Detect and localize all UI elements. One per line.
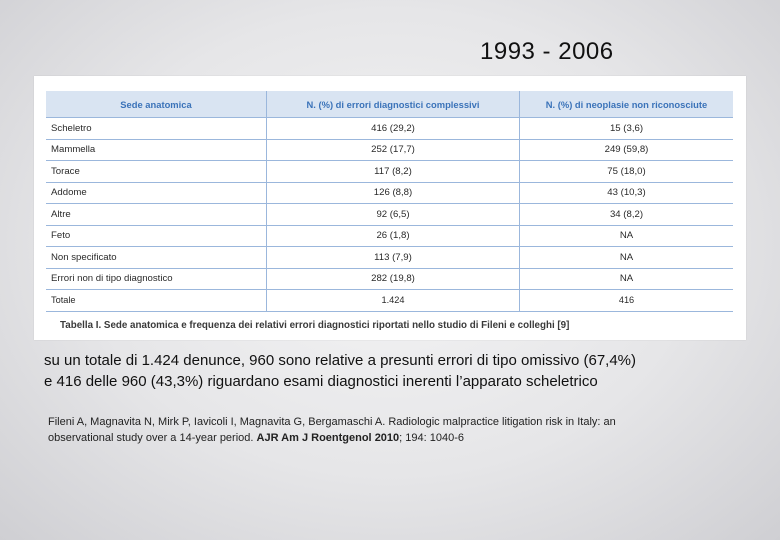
reference-title-cont: observational study over a 14-year period.: [48, 432, 254, 444]
cell-sede: Altre: [46, 204, 267, 226]
cell-neoplasie: 15 (3,6): [520, 118, 734, 140]
reference-journal: AJR Am J Roentgenol: [256, 432, 372, 444]
header-sede: Sede anatomica: [46, 91, 267, 118]
cell-sede: Addome: [46, 182, 267, 204]
cell-sede: Non specificato: [46, 247, 267, 269]
cell-errori: 26 (1,8): [267, 225, 520, 247]
summary-line-1: su un totale di 1.424 denunce, 960 sono relative a presunti errori di tipo omissivo (67,4%): [44, 352, 637, 369]
table-total-row: [46, 290, 733, 312]
cell-errori: 252 (17,7): [267, 139, 520, 161]
header-neoplasie: N. (%) di neoplasie non riconosciute: [520, 91, 734, 118]
table-row: [46, 118, 733, 140]
table-row: [46, 247, 733, 269]
cell-errori: 282 (19,8): [267, 268, 520, 290]
reference-volume: ; 194: 1040-6: [399, 432, 465, 444]
table-row: [46, 182, 733, 204]
cell-neoplasie: 249 (59,8): [520, 139, 734, 161]
table-row: [46, 139, 733, 161]
cell-neoplasie: NA: [520, 225, 734, 247]
cell-errori: 126 (8,8): [267, 182, 520, 204]
reference-line-2: [48, 430, 748, 446]
table-row: [46, 161, 733, 183]
table-caption: Tabella I. Sede anatomica e frequenza dei relativi errori diagnostici riportati nello studio di Fileni e colleghi [9]: [60, 320, 570, 331]
cell-errori: 92 (6,5): [267, 204, 520, 226]
slide-title: 1993 - 2006: [480, 38, 614, 65]
table-figure: [34, 76, 746, 340]
cell-errori: 1.424: [267, 290, 520, 312]
table-row: [46, 268, 733, 290]
cell-errori: 113 (7,9): [267, 247, 520, 269]
table-header-row: [46, 91, 733, 118]
cell-neoplasie: 34 (8,2): [520, 204, 734, 226]
cell-neoplasie: NA: [520, 268, 734, 290]
cell-neoplasie: 43 (10,3): [520, 182, 734, 204]
summary-line-2: e 416 delle 960 (43,3%) riguardano esami diagnostici inerenti l’apparato scheletrico: [44, 373, 598, 390]
cell-neoplasie: 75 (18,0): [520, 161, 734, 183]
cell-sede: Torace: [46, 161, 267, 183]
cell-neoplasie: NA: [520, 247, 734, 269]
table-row: [46, 225, 733, 247]
cell-sede: Totale: [46, 290, 267, 312]
reference-year: 2010: [374, 432, 400, 444]
cell-sede: Feto: [46, 225, 267, 247]
cell-errori: 416 (29,2): [267, 118, 520, 140]
data-table: [46, 91, 733, 312]
cell-errori: 117 (8,2): [267, 161, 520, 183]
cell-sede: Mammella: [46, 139, 267, 161]
reference-citation: [48, 414, 748, 446]
header-errori: N. (%) di errori diagnostici complessivi: [267, 91, 520, 118]
cell-sede: Scheletro: [46, 118, 267, 140]
reference-authors: Fileni A, Magnavita N, Mirk P, Iavicoli I, Magnavita G, Bergamaschi A. Radiologic malpractice litigation risk in Italy: an: [48, 416, 616, 428]
cell-sede: Errori non di tipo diagnostico: [46, 268, 267, 290]
cell-neoplasie: 416: [520, 290, 734, 312]
table-row: [46, 204, 733, 226]
summary-text: [44, 350, 744, 392]
